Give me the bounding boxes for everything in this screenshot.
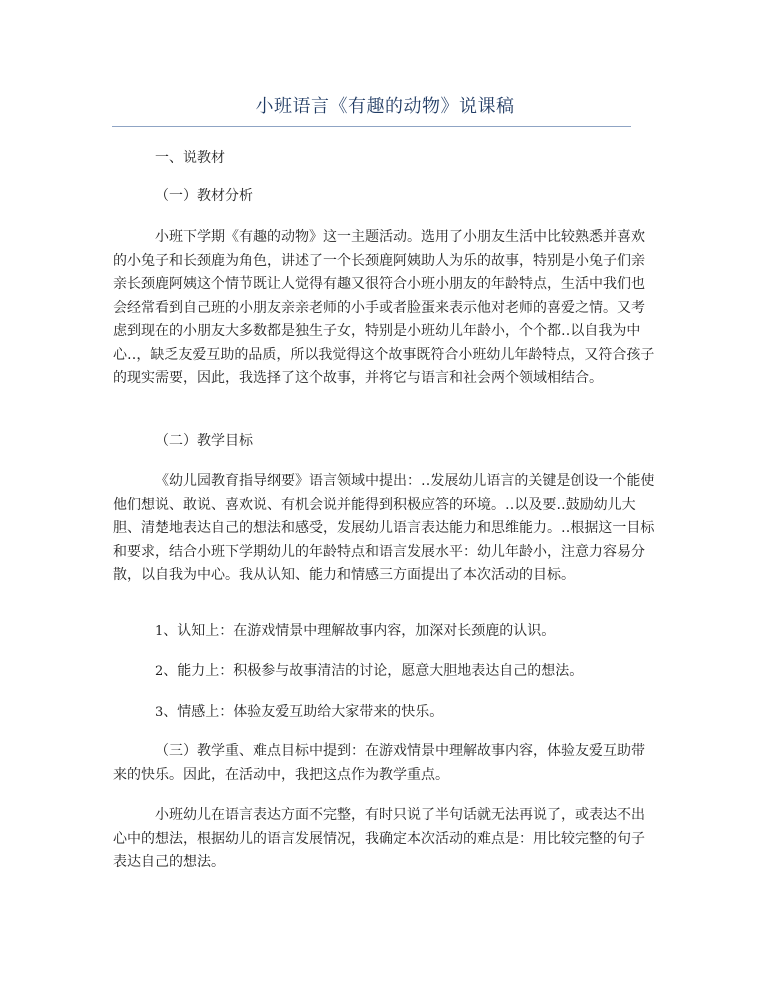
- paragraph-key-points: （三）教学重、难点目标中提到：在游戏情景中理解故事内容，体验友爱互助带来的快乐。因此，在活动中，我把这点作为教学重点。: [113, 743, 645, 783]
- paragraph-difficult-points: 小班幼儿在语言表达方面不完整，有时只说了半句话就无法再说了，或表达不出心中的想法，根据幼儿的语言发展情况，我确定本次活动的难点是：用比较完整的句子表达自己的想法。: [113, 807, 645, 870]
- subsection-heading-material-analysis: （一）教材分析: [155, 188, 253, 204]
- goal-number: 1: [155, 624, 164, 639]
- section-heading-1: 一、说教材: [155, 150, 225, 166]
- goal-number: 3: [155, 705, 164, 720]
- title-underline: [112, 126, 631, 127]
- goal-item-ability: [155, 660, 655, 684]
- goal-text: 、情感上：体验友爱互助给大家带来的快乐。: [163, 704, 444, 720]
- goal-number: 2: [155, 664, 164, 679]
- goal-item-cognition: [155, 620, 655, 644]
- goal-item-emotion: [155, 701, 655, 725]
- document-title: 小班语言《有趣的动物》说课稿: [255, 96, 515, 117]
- paragraph-teaching-goals: 《幼儿园教育指导纲要》语言领域中提出：‥发展幼儿语言的关键是创设一个能使他们想说、敢说、喜欢说、有机会说并能得到积极应答的环境。‥以及要‥鼓励幼儿大胆、清楚地表达自己的想法和感受，发展幼儿语言表达能力和思维能力。‥根据这一目标和要求，结合小班下学期幼儿的年龄特点和语言发展水平：幼儿年龄小，注意力容易分散，以自我为中心。我从认知、能力和情感三方面提出了本次活动的目标。: [113, 473, 655, 583]
- paragraph-material-analysis: 小班下学期《有趣的动物》这一主题活动。选用了小朋友生活中比较熟悉并喜欢的小兔子和长颈鹿为角色，讲述了一个长颈鹿阿姨助人为乐的故事，特别是小兔子们亲亲长颈鹿阿姨这个情节既让人觉得有趣又很符合小班小朋友的年龄特点，生活中我们也会经常看到自己班的小朋友亲亲老师的小手或者脸蛋来表示他对老师的喜爱之情。又考虑到现在的小朋友大多数都是独生子女，特别是小班幼儿年龄小，个个都‥以自我为中心‥，缺乏友爱互助的品质，所以我觉得这个故事既符合小班幼儿年龄特点，又符合孩子的现实需要，因此，我选择了这个故事，并将它与语言和社会两个领域相结合。: [113, 229, 655, 386]
- goal-text: 、认知上：在游戏情景中理解故事内容，加深对长颈鹿的认识。: [163, 623, 556, 639]
- subsection-heading-teaching-goals: （二）教学目标: [155, 433, 253, 449]
- goal-text: 、能力上：积极参与故事清洁的讨论，愿意大胆地表达自己的想法。: [163, 663, 584, 679]
